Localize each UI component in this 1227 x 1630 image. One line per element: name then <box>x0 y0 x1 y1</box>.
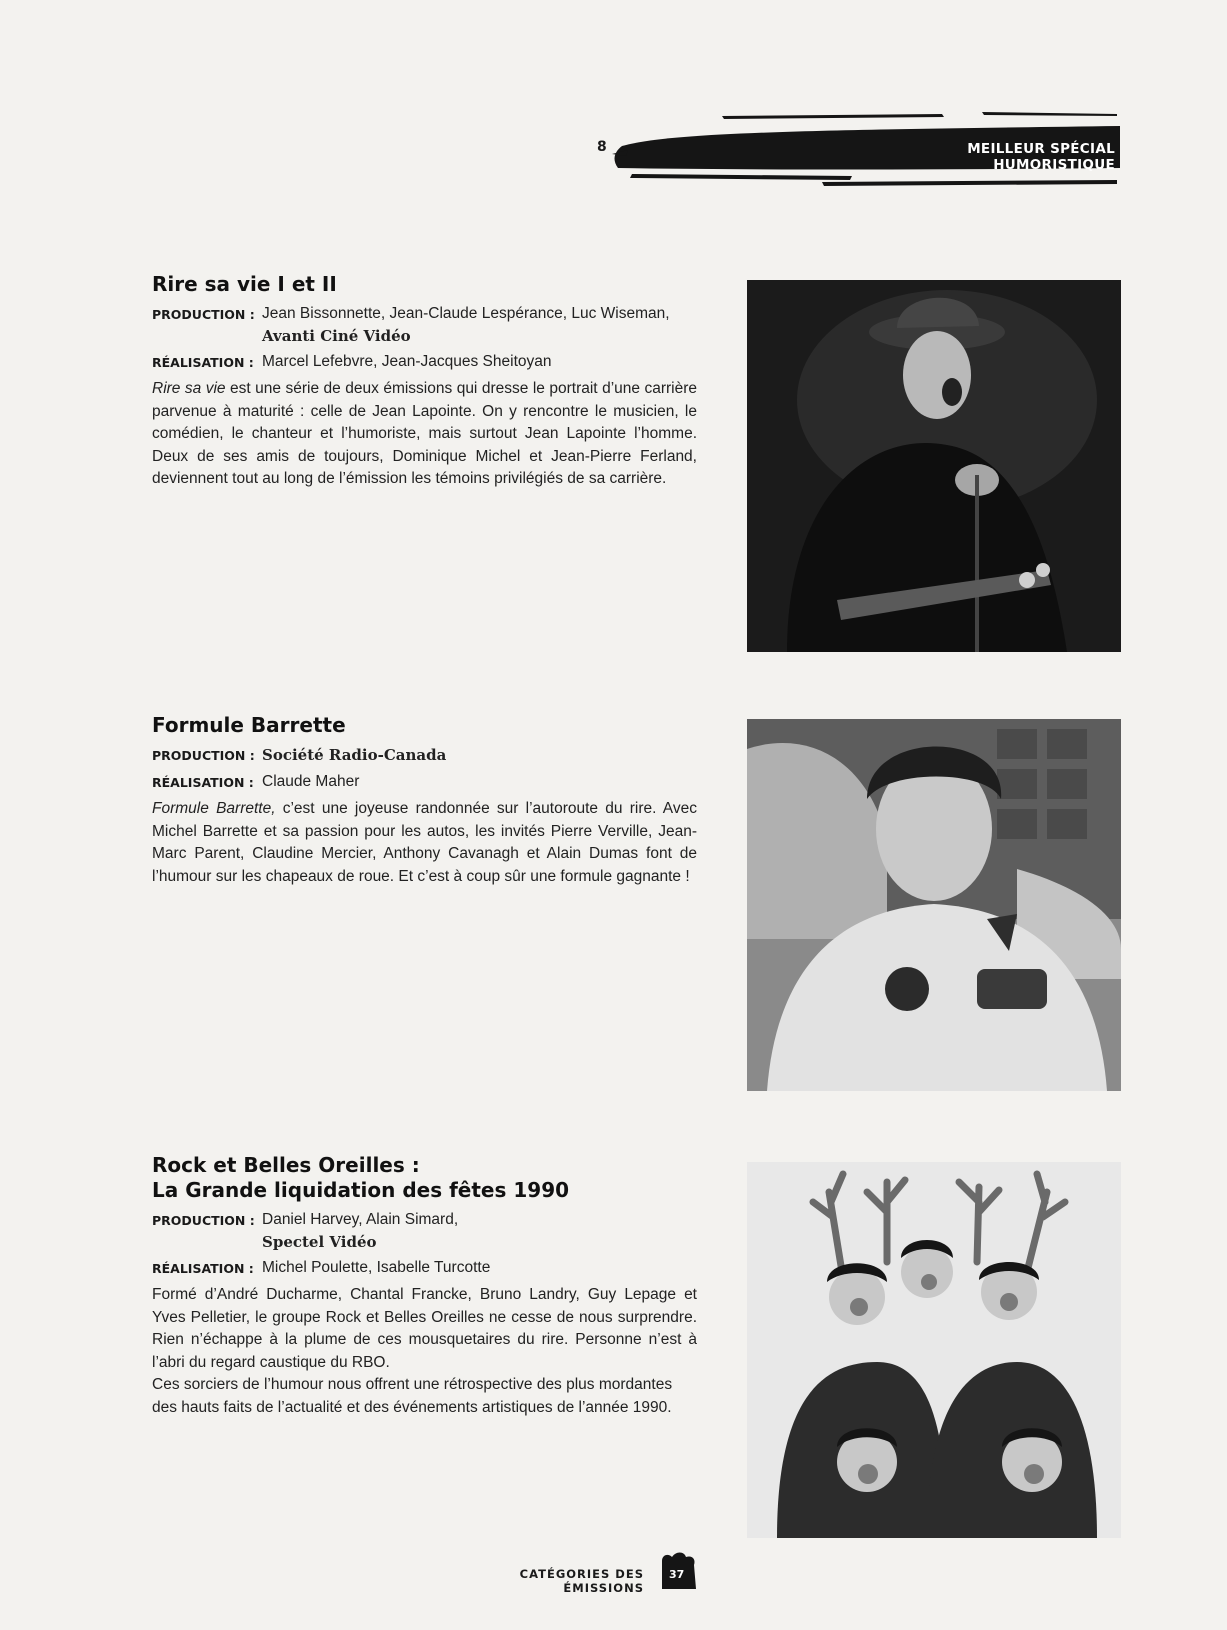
entry-description <box>152 798 697 888</box>
entry-description <box>152 378 697 491</box>
production-row <box>152 744 697 767</box>
entry-title-line1: Rock et Belles Oreilles : <box>152 1153 420 1177</box>
production-label: PRODUCTION : <box>152 1213 255 1228</box>
production-value <box>262 1209 697 1253</box>
production-label: PRODUCTION : <box>152 748 255 763</box>
entry-title: Rire sa vie I et II <box>152 272 337 296</box>
entry-description-continued: Ces sorciers de l’humour nous offrent une rétrospective des plus mordantes des hauts faits de l’actualité et des événements artistiques de l’année 1990. <box>152 1376 673 1416</box>
realisation-label: RÉALISATION : <box>152 355 254 370</box>
production-names: Daniel Harvey, Alain Simard, <box>262 1211 459 1228</box>
entry-title-line2: La Grande liquidation des fêtes 1990 <box>152 1178 570 1202</box>
realisation-value: Marcel Lefebvre, Jean-Jacques Sheitoyan <box>262 353 552 370</box>
description-lead: Rire sa vie <box>152 380 226 397</box>
production-company: Spectel Vidéo <box>262 1233 377 1251</box>
realisation-label: RÉALISATION : <box>152 1261 254 1276</box>
production-company: Avanti Ciné Vidéo <box>262 327 411 345</box>
photo-man-racing-suit <box>747 719 1121 1091</box>
realisation-value: Claude Maher <box>262 773 360 790</box>
realisation-value: Michel Poulette, Isabelle Turcotte <box>262 1259 491 1276</box>
entry-title: Formule Barrette <box>152 713 346 737</box>
description-body: c’est une joyeuse randonnée sur l’autoroute du rire. Avec Michel Barrette et sa passion pour les autos, les invités Pierre Verville, Jean-Marc Parent, Claudine Mercier, Anthony Cavanagh et Alain Dumas font de l’humour sur les chapeaux de roue. Et c’est à coup sûr une formule gagnante ! <box>152 800 697 885</box>
realisation-row <box>152 1257 697 1280</box>
entry-description: Formé d’André Ducharme, Chantal Francke, Bruno Landry, Guy Lepage et Yves Pelletier, le groupe Rock et Belles Oreilles ne cesse de nous surprendre. Rien n’échappe à la plume de ces mousquetaires du rire. Personne n’est à l’abri du regard caustique du RBO. <box>152 1286 697 1371</box>
production-value <box>262 744 697 767</box>
description-lead: Formule Barrette, <box>152 800 276 817</box>
entry-formule-barrette <box>152 713 697 888</box>
footer-section-label: CATÉGORIES DES ÉMISSIONS <box>519 1567 644 1595</box>
production-names: Jean Bissonnette, Jean-Claude Lespérance, Luc Wiseman, <box>262 305 670 322</box>
entry-rock-belles-oreilles <box>152 1153 697 1419</box>
production-row <box>152 303 697 347</box>
footer-page-number: 37 <box>669 1568 685 1581</box>
production-value <box>262 303 697 347</box>
realisation-label: RÉALISATION : <box>152 775 254 790</box>
description-body: est une série de deux émissions qui dresse le portrait d’une carrière parvenue à maturité : celle de Jean Lapointe. On y rencontre le musicien, le comédien, le chanteur et l’humoriste, mais surtout Jean Lapointe l’homme. Deux de ses amis de toujours, Dominique Michel et Jean-Pierre Ferland, deviennent tout au long de l’émission les témoins privilégiés de sa carrière. <box>152 380 697 487</box>
photo-group-reindeer-antlers <box>747 1162 1121 1538</box>
entry-title <box>152 1153 697 1203</box>
entry-rire-sa-vie <box>152 272 697 491</box>
section-number: 8 <box>597 139 607 155</box>
production-row <box>152 1209 697 1253</box>
section-title: MEILLEUR SPÉCIAL HUMORISTIQUE <box>967 141 1115 173</box>
realisation-row <box>152 771 697 794</box>
production-company: Société Radio-Canada <box>262 746 447 764</box>
photo-performer-singing <box>747 280 1121 652</box>
production-label: PRODUCTION : <box>152 307 255 322</box>
realisation-row <box>152 351 697 374</box>
